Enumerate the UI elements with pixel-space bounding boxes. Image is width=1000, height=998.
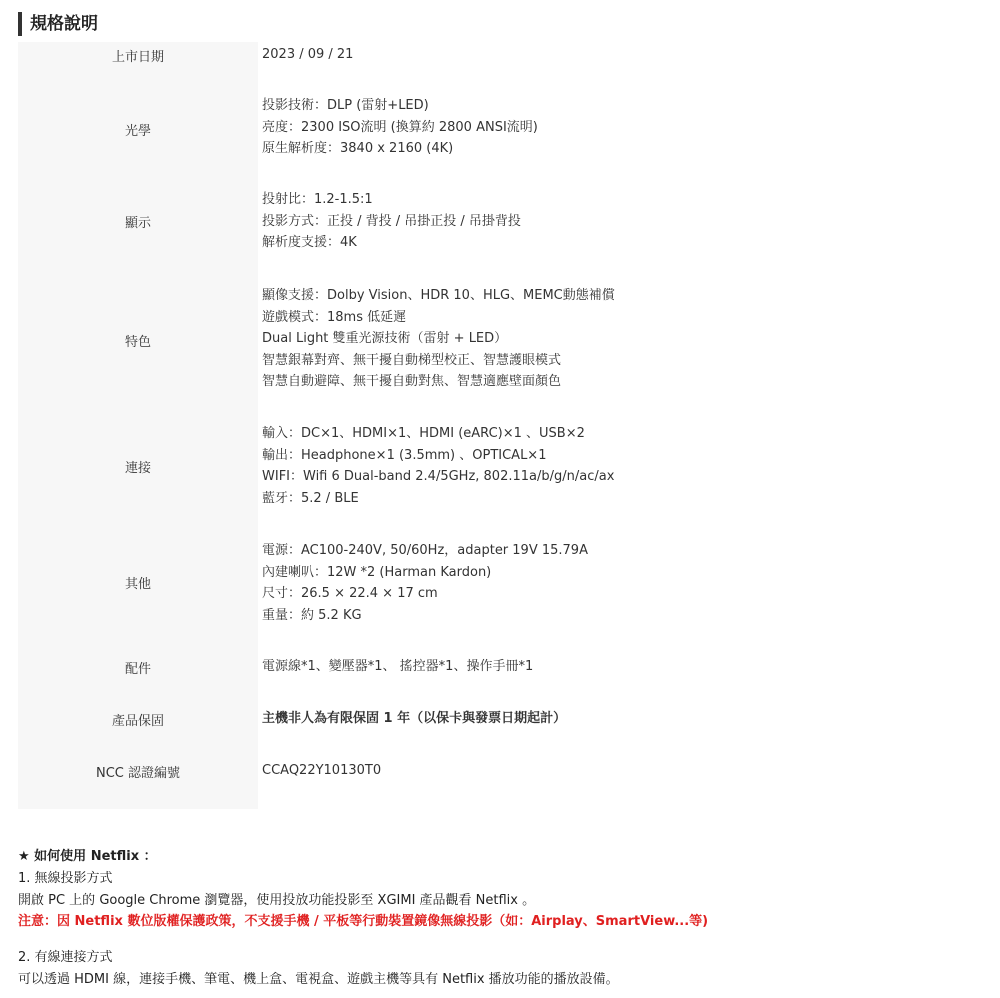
spec-line: 尺寸：26.5 × 22.4 × 17 cm	[262, 586, 438, 602]
spec-line: 原生解析度：3840 x 2160 (4K)	[262, 141, 454, 157]
spec-line: 投影方式：正投 / 背投 / 吊掛正投 / 吊掛背投	[262, 213, 521, 229]
spec-label-warranty: 產品保固	[111, 714, 164, 729]
netflix-warning: 注意：因 Netflix 數位版權保護政策，不支援手機 / 平板等行動裝置鏡像無線投影（如：Airplay、SmartView...等)	[18, 914, 709, 929]
spec-line: 智慧自動避障、無干擾自動對焦、智慧適應壁面顏色	[262, 374, 562, 390]
spec-line: 內建喇叭：12W *2 (Harman Kardon)	[262, 564, 492, 580]
page-title: 規格說明	[18, 12, 98, 36]
netflix-wired-title: 2. 有線連接方式	[18, 950, 113, 965]
spec-line: 電源線*1、變壓器*1、 搖控器*1、操作手冊*1	[262, 659, 534, 674]
spec-line: 亮度：2300 ISO流明 (換算約 2800 ANSI流明)	[262, 119, 538, 135]
spec-line: 藍牙：5.2 / BLE	[262, 490, 359, 506]
spec-label-ncc: NCC 認證編號	[95, 766, 180, 781]
spec-line: 解析度支援：4K	[262, 235, 357, 251]
spec-value-ncc	[262, 760, 381, 782]
spec-value-other	[262, 540, 588, 626]
spec-line: 投影技術：DLP (雷射+LED)	[262, 98, 429, 113]
spec-value-features	[262, 285, 615, 393]
spec-line: 主機非人為有限保固 1 年（以保卡與發票日期起計）	[262, 711, 567, 726]
spec-label-features: 特色	[124, 335, 151, 350]
spec-label-release: 上市日期	[111, 50, 164, 65]
spec-value-accessories	[262, 656, 533, 678]
spec-label-optics: 光學	[124, 124, 151, 139]
spec-line: 智慧銀幕對齊、無干擾自動梯型校正、智慧護眼模式	[262, 352, 562, 368]
netflix-wireless-text: 開啟 PC 上的 Google Chrome 瀏覽器，使用投放功能投影至 XGIMI 產品觀看 Netflix 。	[18, 893, 536, 908]
spec-line: 電源：AC100-240V, 50/60Hz，adapter 19V 15.79A	[262, 543, 588, 558]
netflix-heading: ★ 如何使用 Netflix ：	[18, 849, 157, 864]
netflix-wired-text: 可以透過 HDMI 線，連接手機、筆電、機上盒、電視盒、遊戲主機等具有 Netflix 播放功能的播放設備。	[18, 972, 619, 987]
spec-line: 遊戲模式：18ms 低延遲	[262, 309, 407, 325]
spec-line: 投射比：1.2-1.5:1	[262, 192, 373, 207]
spec-line: Dual Light 雙重光源技術（雷射 + LED）	[262, 331, 508, 347]
spec-line: 輸入：DC×1、HDMI×1、HDMI (eARC)×1 、USB×2	[262, 426, 585, 441]
spec-label-other: 其他	[124, 577, 151, 592]
spec-line: 顯像支援：Dolby Vision、HDR 10、HLG、MEMC動態補償	[262, 288, 615, 303]
spec-line: 重量：約 5.2 KG	[262, 607, 362, 623]
spec-label-accessories: 配件	[124, 662, 151, 677]
spec-line: 輸出：Headphone×1 (3.5mm) 、OPTICAL×1	[262, 447, 547, 463]
spec-value-display	[262, 189, 521, 254]
spec-value-connectivity	[262, 423, 614, 509]
spec-label-column	[18, 42, 258, 809]
spec-line: 2023 / 09 / 21	[262, 47, 354, 62]
spec-label-connectivity: 連接	[124, 461, 151, 476]
spec-label-display: 顯示	[124, 216, 151, 231]
spec-value-release	[262, 44, 353, 66]
netflix-wireless-title: 1. 無線投影方式	[18, 871, 113, 886]
spec-value-warranty	[262, 708, 566, 730]
spec-value-optics	[262, 95, 538, 160]
spec-line: WIFI：Wifi 6 Dual-band 2.4/5GHz, 802.11a/b/g/n/ac/ax	[262, 469, 615, 485]
spec-line: CCAQ22Y10130T0	[262, 763, 382, 778]
